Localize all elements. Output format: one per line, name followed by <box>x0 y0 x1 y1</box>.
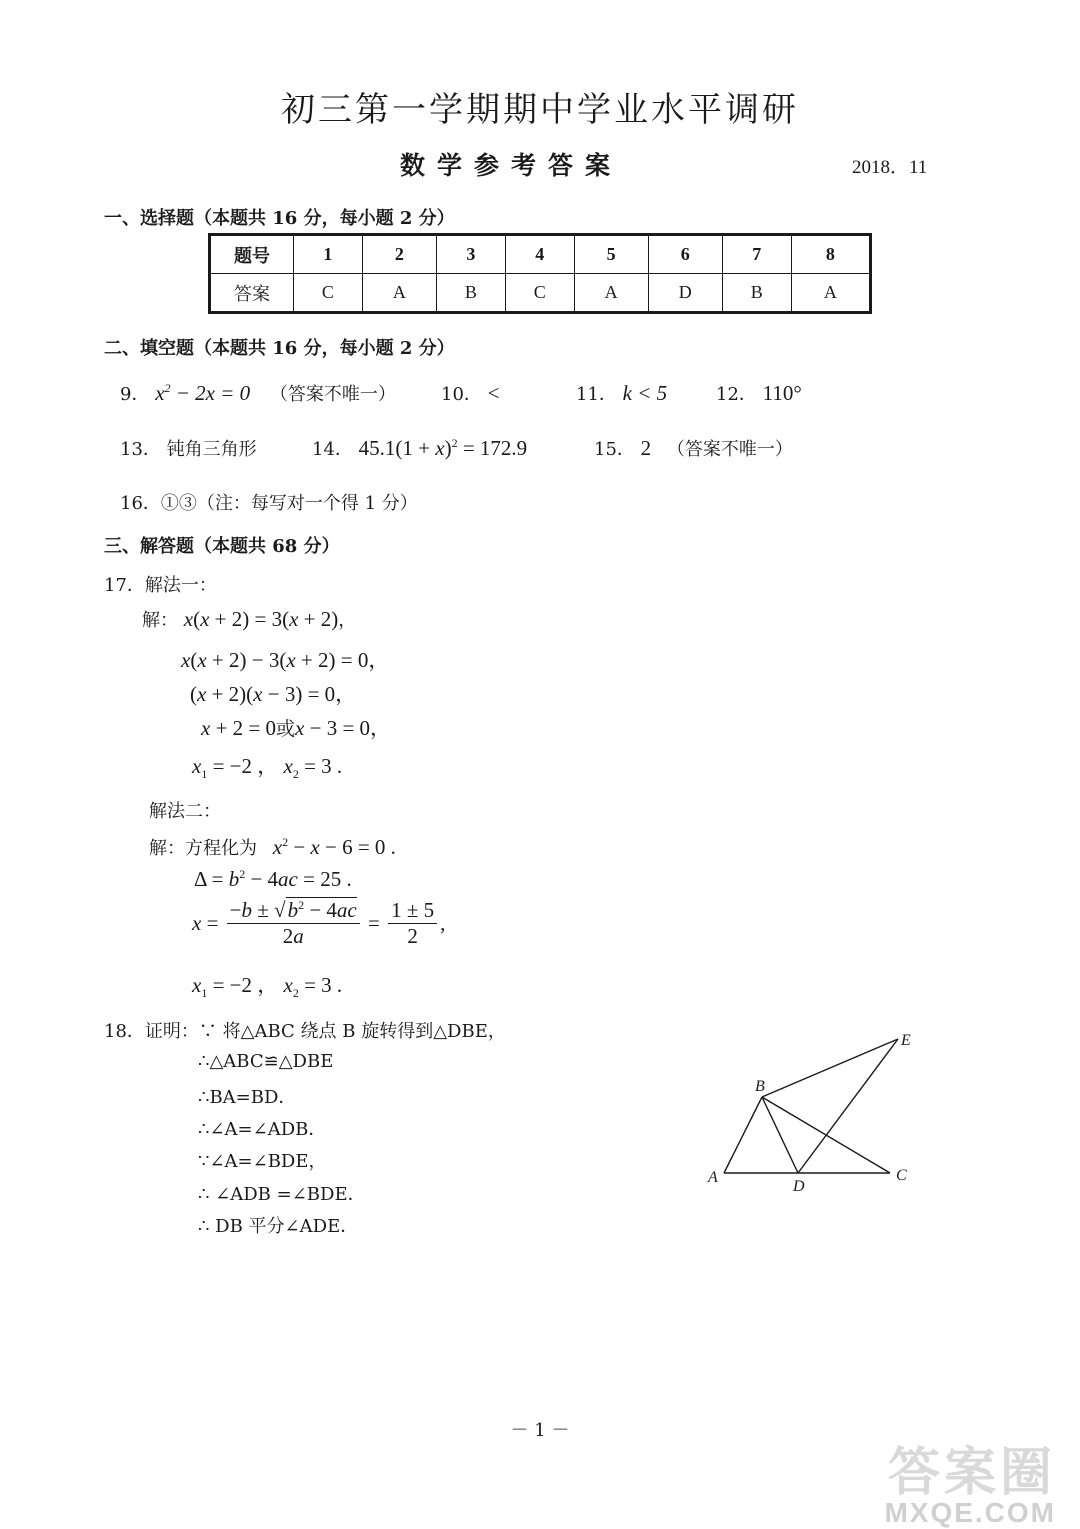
answer-q14 <box>312 435 527 461</box>
q15-answer: 2 <box>640 436 652 460</box>
q17-method1-result: $x_1 = -2$ ， $x_2 = 3$ . <box>192 754 343 782</box>
answer-q16 <box>120 489 418 515</box>
document-title: 初三第一学期期中学业水平调研 <box>281 90 799 130</box>
q15-note: （答案不唯一） <box>666 439 793 460</box>
q17-method1-heading <box>104 571 217 597</box>
choice-answer: B <box>722 274 791 313</box>
answer-q11 <box>576 380 667 406</box>
q17-jie-label: 解： <box>149 838 185 859</box>
document-subtitle: 数学参考答案 <box>400 151 623 180</box>
q13-answer: 钝角三角形 <box>166 439 257 460</box>
q9-note: （答案不唯一） <box>269 384 396 405</box>
question-number: 7 <box>722 235 791 274</box>
choice-answer: A <box>574 274 648 313</box>
choice-answer: B <box>436 274 505 313</box>
question-number: 5 <box>574 235 648 274</box>
q17-number: 17． <box>104 575 145 596</box>
row-label-answer: 答案 <box>210 274 294 313</box>
q10-number: 10． <box>441 384 482 405</box>
answer-table-answer-row <box>210 274 871 313</box>
choice-answer: D <box>648 274 722 313</box>
q17-method1-step4: x + 2 = 0或x − 3 = 0， <box>201 716 392 740</box>
vertex-label-E: E <box>901 1032 911 1049</box>
q18-proof-line: ∴ DB 平分∠ADE． <box>198 1216 359 1237</box>
result-fraction: $\frac{1 \pm 5}{2}$ <box>388 898 437 949</box>
q11-formula: k < 5 <box>622 381 668 405</box>
q11-number: 11． <box>576 384 617 405</box>
q18-number: 18． <box>104 1021 145 1042</box>
q18-line-1 <box>104 1017 506 1043</box>
choice-answer: C <box>294 274 363 313</box>
q14-number: 14． <box>312 439 353 460</box>
answer-q15 <box>594 435 793 461</box>
triangle-rotation-figure <box>700 1025 930 1205</box>
q17-method1-step2: x(x + 2) − 3(x + 2) = 0， <box>181 648 390 672</box>
q14-formula: $45.1(1 + x)^2 = 172.9$ <box>358 436 528 460</box>
section2-heading: 二、填空题（本题共 16 分，每小题 2 分） <box>104 338 455 359</box>
q18-proof-line: ∴△ABC≌△DBE <box>198 1051 334 1072</box>
section3-heading: 三、解答题（本题共 68 分） <box>104 536 340 557</box>
q15-number: 15． <box>594 439 635 460</box>
segment-BE <box>762 1039 898 1097</box>
watermark-url: MXQE.COM <box>884 1497 1056 1528</box>
q16-number: 16． <box>120 493 161 514</box>
formula-fraction: $\frac{-b \pm √b^2 - 4ac}{2a}$ <box>227 898 360 949</box>
segment-DE <box>798 1039 898 1173</box>
q9-formula: $x^2 - 2x = 0$ <box>155 381 251 405</box>
q18-proof-line: ∴BA=BD． <box>198 1087 297 1108</box>
q17-quadratic-formula: x = $\frac{-b \pm √b^2 - 4ac}{2a}$ = $\frac{1 \pm 5}{2}$ , <box>192 898 446 948</box>
q18-proof-line: ∵∠A=∠BDE， <box>198 1151 327 1172</box>
q16-answer: ①③（注：每写对一个得 1 分） <box>160 493 418 514</box>
choice-answer: C <box>505 274 574 313</box>
choice-answer: A <box>791 274 870 313</box>
answer-table-number-row <box>210 235 871 274</box>
q17-transform-label: 方程化为 <box>185 838 257 859</box>
page-number: － 1 － <box>510 1420 570 1441</box>
q18-proof-line: ∴ ∠ADB =∠BDE． <box>198 1184 366 1205</box>
watermark-text: 答案圈 <box>887 1444 1056 1502</box>
q9-number: 9． <box>120 384 150 405</box>
row-label-number: 题号 <box>210 235 294 274</box>
section1-heading: 一、选择题（本题共 16 分，每小题 2 分） <box>104 208 455 229</box>
q17-jie-label: 解： <box>142 610 178 631</box>
question-number: 8 <box>791 235 870 274</box>
q13-number: 13． <box>120 439 161 460</box>
q18-proof-line: 证明：∵ 将△ABC 绕点 B 旋转得到△DBE， <box>144 1021 506 1042</box>
q12-number: 12． <box>716 384 757 405</box>
q17-method2-label: 解法二： <box>149 801 221 822</box>
answer-q13 <box>120 435 257 461</box>
q17-formula: x(x + 2) = 3(x + 2) <box>183 607 339 631</box>
segment-AB <box>724 1097 762 1173</box>
question-number: 4 <box>505 235 574 274</box>
vertex-label-B: B <box>755 1078 765 1095</box>
answer-q10 <box>441 380 499 406</box>
q17-method2-step1 <box>149 834 396 860</box>
question-number: 1 <box>294 235 363 274</box>
q18-proof-line: ∴∠A=∠ADB． <box>198 1119 327 1140</box>
watermark <box>884 1430 1056 1529</box>
vertex-label-A: A <box>708 1169 718 1186</box>
q10-answer: < <box>487 381 500 405</box>
q12-answer: 110° <box>762 381 802 405</box>
choice-answer: A <box>362 274 436 313</box>
document-date: 2018．11 <box>852 157 928 178</box>
question-number: 3 <box>436 235 505 274</box>
vertex-label-C: C <box>896 1167 907 1184</box>
q17-discriminant: $\Delta = b^2 - 4ac = 25$ . <box>194 867 352 891</box>
q17-method1-step3: (x + 2)(x − 3) = 0， <box>190 682 357 706</box>
question-number: 6 <box>648 235 722 274</box>
question-number: 2 <box>362 235 436 274</box>
answer-table <box>208 233 872 314</box>
q17-method1-step1: 解： x(x + 2) = 3(x + 2)， <box>142 607 357 631</box>
answer-q12 <box>716 380 802 406</box>
vertex-label-D: D <box>793 1178 805 1195</box>
q17-method2-result: $x_1 = -2$ ， $x_2 = 3$ . <box>192 973 343 1001</box>
q17-method1-label: 解法一： <box>144 575 217 596</box>
answer-q9 <box>120 380 396 406</box>
q17-quadratic: $x^2 - x - 6 = 0$ . <box>272 835 396 859</box>
